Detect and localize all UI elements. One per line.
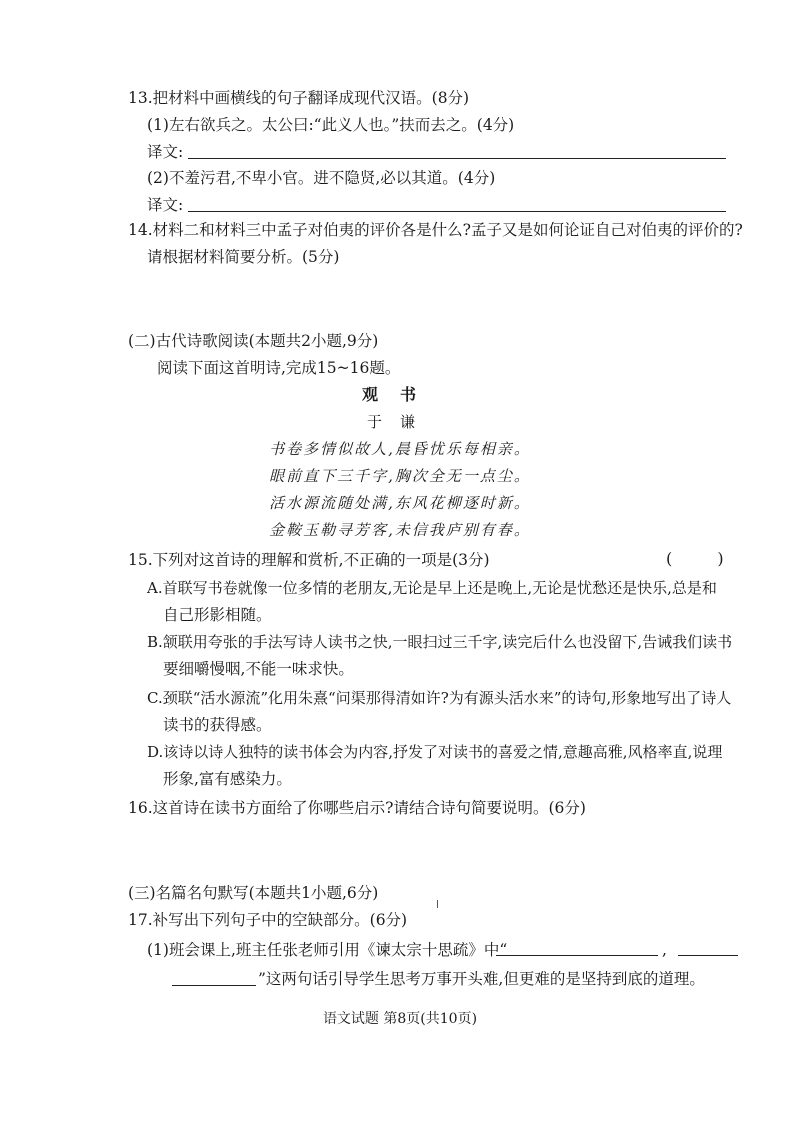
q13-item2: (2)不羞污君,不卑小官。进不隐贤,必以其道。(4分) [147,169,496,187]
poem-line-1: 书卷多情似故人,晨昏忧乐每相亲。 [269,440,531,458]
q14-stem-cont: 请根据材料简要分析。(5分) [147,248,340,266]
q15-option-b-line2: 要细嚼慢咽,不能一味求快。 [163,660,354,678]
scan-mark [437,900,438,908]
q13-answer-label-2: 译文: [147,196,184,214]
q15-option-b-line1: B.颔联用夸张的手法写诗人读书之快,一眼扫过三千字,读完后什么也没留下,告诫我们读书 [147,633,733,651]
section2-intro: 阅读下面这首明诗,完成15~16题。 [157,359,401,377]
poem-title: 观书 [361,385,438,404]
q17-stem: 17.补写出下列句子中的空缺部分。(6分) [128,911,408,929]
q15-option-d-line1: D.该诗以诗人独特的读书体会为内容,抒发了对读书的喜爱之情,意趣高雅,风格率直,说理 [147,743,723,761]
q17-blank-2[interactable] [678,955,738,956]
page-footer: 语文试题 第8页(共10页) [322,1011,478,1027]
q13-answer-line-2[interactable] [188,211,726,212]
section3-heading: (三)名篇名句默写(本题共1小题,6分) [128,884,379,902]
q15-option-d-line2: 形象,富有感染力。 [163,770,292,788]
q17-comma: , [662,941,667,959]
poem-line-2: 眼前直下三千字,胸次全无一点尘。 [269,467,531,485]
q13-item1: (1)左右欲兵之。太公曰:“此义人也。”扶而去之。(4分) [147,116,515,134]
poem-line-4: 金鞍玉勒寻芳客,未信我庐别有春。 [269,521,531,539]
q15-option-a-line1: A.首联写书卷就像一位多情的老朋友,无论是早上还是晚上,无论是忧愁还是快乐,总是和 [147,579,717,597]
q17-item1-text: (1)班会课上,班主任张老师引用《谏太宗十思疏》中“ [147,941,508,959]
q15-option-c-line2: 读书的获得感。 [163,716,272,734]
q15-option-c-line1: C.颈联“活水源流”化用朱熹“问渠那得清如许?为有源头活水来”的诗句,形象地写出了诗人 [147,689,732,707]
q14-stem: 14.材料二和材料三中孟子对伯夷的评价各是什么?孟子又是如何论证自己对伯夷的评价的? [128,221,743,239]
q15-option-a-line2: 自己形影相随。 [163,606,272,624]
q13-stem: 13.把材料中画横线的句子翻译成现代汉语。(8分) [128,89,470,107]
poem-author: 于谦 [366,413,433,431]
q17-blank-3[interactable] [172,985,256,986]
section2-heading: (二)古代诗歌阅读(本题共2小题,9分) [128,332,379,350]
q17-item1-cont: ”这两句话引导学生思考万事开头难,但更难的是坚持到底的道理。 [258,970,705,988]
q15-stem: 15.下列对这首诗的理解和赏析,不正确的一项是(3分) [128,551,490,569]
q16-stem: 16.这首诗在读书方面给了你哪些启示?请结合诗句简要说明。(6分) [128,799,586,817]
q13-answer-label-1: 译文: [147,143,184,161]
q17-blank-1[interactable] [496,955,658,956]
q13-answer-line-1[interactable] [188,158,726,159]
poem-line-3: 活水源流随处满,东风花柳逐时新。 [269,494,531,512]
q15-answer-bracket[interactable]: ( ) [666,549,744,568]
